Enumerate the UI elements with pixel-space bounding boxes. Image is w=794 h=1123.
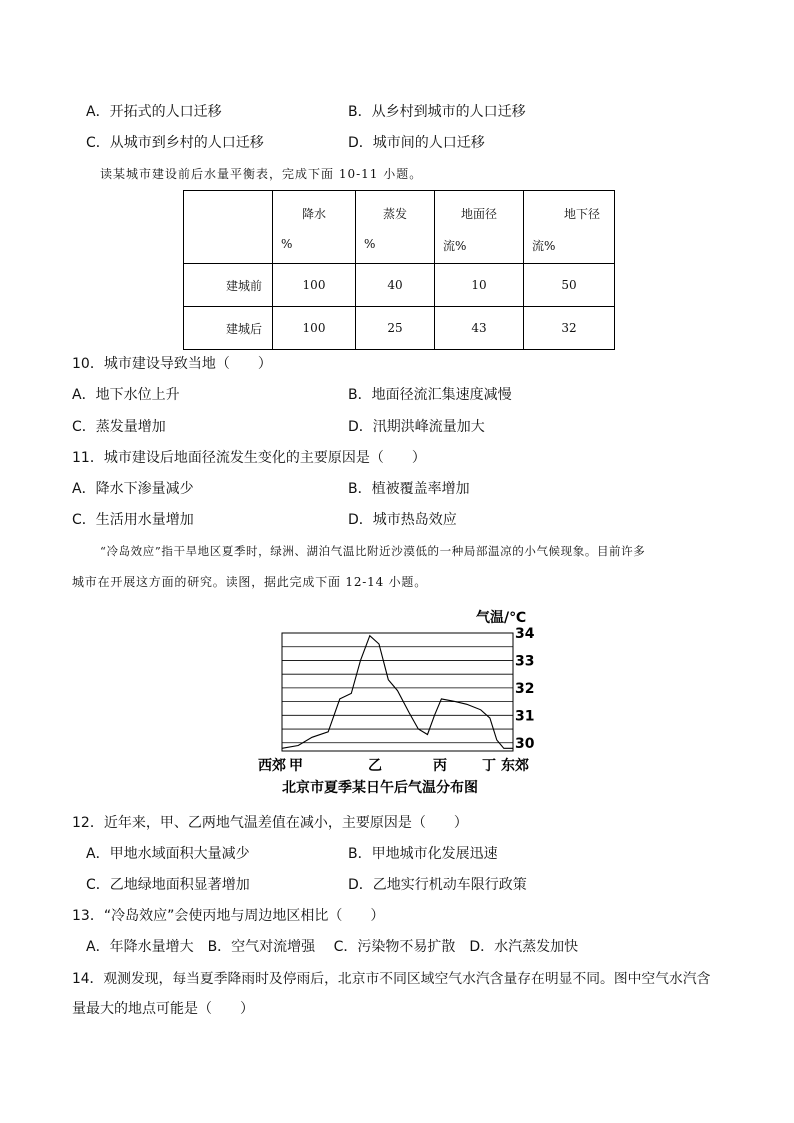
q10-option-d[interactable]: D．汛期洪峰流量加大 xyxy=(348,419,485,435)
q9-option-c[interactable]: C．从城市到乡村的人口迁移 xyxy=(86,135,264,151)
row-label: 建城前 xyxy=(184,264,273,307)
chart-frame xyxy=(282,633,513,751)
table-row xyxy=(184,307,615,350)
header-ground-line2: 流% xyxy=(532,239,556,253)
table-cell: 25 xyxy=(356,307,435,350)
y-tick-label: 32 xyxy=(515,680,535,697)
q12-option-c[interactable]: C．乙地绿地面积显著增加 xyxy=(86,877,250,893)
q10-option-b[interactable]: B．地面径流汇集速度减慢 xyxy=(348,387,512,403)
header-surface-line1: 地面径 xyxy=(460,207,497,221)
y-tick-label: 33 xyxy=(515,653,535,670)
y-axis-label: 气温/℃ xyxy=(476,610,527,626)
q11-option-d[interactable]: D．城市热岛效应 xyxy=(348,512,457,528)
cool-island-intro-line2: 城市在开展这方面的研究。读图，据此完成下面 12-14 小题。 xyxy=(72,575,428,589)
table-cell: 100 xyxy=(273,307,356,350)
table-header-cell xyxy=(356,191,435,264)
x-label-bing: 丙 xyxy=(433,758,447,774)
x-label-jia: 甲 xyxy=(289,758,303,774)
header-ground-line1: 地下径 xyxy=(563,207,600,221)
q14-stem-line2: 量最大的地点可能是（ ） xyxy=(72,1001,254,1017)
table-cell: 10 xyxy=(435,264,524,307)
q12-option-b[interactable]: B．甲地城市化发展迅速 xyxy=(348,846,498,862)
q9-option-d[interactable]: D．城市间的人口迁移 xyxy=(348,135,485,151)
temperature-chart xyxy=(250,600,550,800)
header-precip-line2: % xyxy=(281,237,293,251)
x-label-west: 西郊 xyxy=(258,758,286,774)
q13-stem: 13．“冷岛效应”会使丙地与周边地区相比（ ） xyxy=(72,908,385,924)
cool-island-intro-line1: “冷岛效应”指干旱地区夏季时，绿洲、湖泊气温比附近沙漠低的一种局部温凉的小气候现象。目前许多 xyxy=(100,544,646,558)
table-cell: 50 xyxy=(524,264,615,307)
q14-stem-line1: 14．观测发现，每当夏季降雨时及停雨后，北京市不同区域空气水汽含量存在明显不同。图中空气水汽含 xyxy=(72,971,711,987)
y-tick-label: 34 xyxy=(515,626,535,642)
chart-title: 北京市夏季某日午后气温分布图 xyxy=(282,780,478,796)
q11-option-b[interactable]: B．植被覆盖率增加 xyxy=(348,481,470,497)
q12-option-d[interactable]: D．乙地实行机动车限行政策 xyxy=(348,877,527,893)
table-header-cell xyxy=(273,191,356,264)
water-balance-table xyxy=(183,190,615,350)
table-intro: 读某城市建设前后水量平衡表，完成下面 10-11 小题。 xyxy=(100,167,423,181)
q11-option-a[interactable]: A．降水下渗量减少 xyxy=(72,481,194,497)
table-header-cell xyxy=(435,191,524,264)
table-corner-cell xyxy=(184,191,273,264)
table-cell: 32 xyxy=(524,307,615,350)
q9-option-a[interactable]: A．开拓式的人口迁移 xyxy=(86,104,222,120)
table-cell: 43 xyxy=(435,307,524,350)
table-row xyxy=(184,264,615,307)
temperature-line xyxy=(282,636,513,749)
q12-option-a[interactable]: A．甲地水域面积大量减少 xyxy=(86,846,250,862)
y-tick-label: 30 xyxy=(515,735,535,752)
q11-option-c[interactable]: C．生活用水量增加 xyxy=(72,512,194,528)
table-header-cell xyxy=(524,191,615,264)
header-evap-line2: % xyxy=(364,237,376,251)
q11-stem: 11．城市建设后地面径流发生变化的主要原因是（ ） xyxy=(72,450,426,466)
q12-stem: 12．近年来，甲、乙两地气温差值在减小，主要原因是（ ） xyxy=(72,815,468,831)
x-label-ding: 丁 xyxy=(482,758,496,774)
chart-gridlines xyxy=(282,647,513,743)
header-evap-line1: 蒸发 xyxy=(382,207,407,221)
header-surface-line2: 流% xyxy=(443,239,467,253)
table-cell: 100 xyxy=(273,264,356,307)
q13-options[interactable]: A．年降水量增大 B．空气对流增强 C．污染物不易扩散 D．水汽蒸发加快 xyxy=(86,939,579,955)
q10-stem: 10．城市建设导致当地（ ） xyxy=(72,356,272,372)
x-label-east: 东郊 xyxy=(501,758,529,774)
y-tick-label: 31 xyxy=(515,708,535,725)
q10-option-c[interactable]: C．蒸发量增加 xyxy=(72,419,166,435)
x-label-yi: 乙 xyxy=(368,758,382,774)
table-cell: 40 xyxy=(356,264,435,307)
q9-option-b[interactable]: B．从乡村到城市的人口迁移 xyxy=(348,104,526,120)
q10-option-a[interactable]: A．地下水位上升 xyxy=(72,387,180,403)
row-label: 建城后 xyxy=(184,307,273,350)
header-precip-line1: 降水 xyxy=(301,207,326,221)
